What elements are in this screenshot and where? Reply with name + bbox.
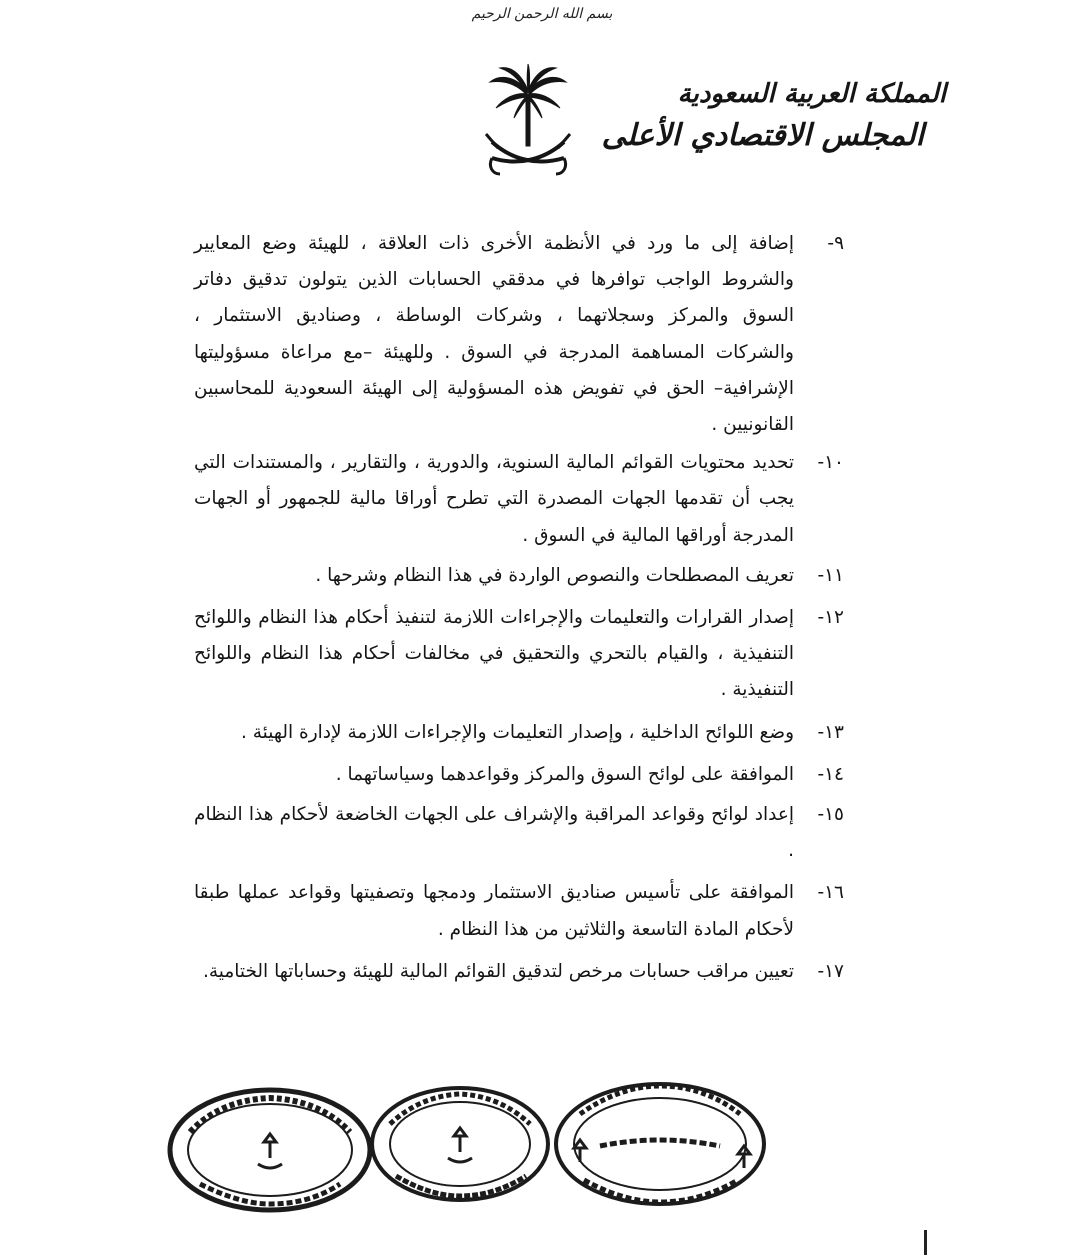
palm-swords-emblem-icon: [482, 62, 574, 180]
item-number: ١١-: [817, 564, 844, 586]
council-stamp-icon: [170, 1090, 370, 1210]
item-text: إصدار القرارات والتعليمات والإجراءات اللازمة لتنفيذ أحكام هذا النظام واللوائح التنفيذية ، والقيام بالتحري والتحقيق في مخالفات أحكام هذا النظام واللوائح التنفيذية .: [194, 607, 794, 701]
item-text: تعريف المصطلحات والنصوص الواردة في هذا النظام وشرحها .: [315, 564, 794, 586]
cabinet-secretariat-stamp-icon: [372, 1088, 548, 1200]
item-number: ١٦-: [817, 882, 844, 904]
item-text: إضافة إلى ما ورد في الأنظمة الأخرى ذات العلاقة ، للهيئة وضع المعايير والشروط الواجب توافرها في مدققي الحسابات الذين يتولون تدقيق دفاتر السوق والمركز وسجلاتهما ، وشركات الوساطة ، وصناديق الاستثمار ، والشركات المساهمة المدرجة في السوق . وللهيئة –مع مراعاة مسؤوليتها الإشرافية– الحق في تفويض هذه المسؤولية إلى الهيئة السعودية للمحاسبين القانونيين .: [194, 233, 794, 436]
item-text: تعيين مراقب حسابات مرخص لتدقيق القوائم المالية للهيئة وحساباتها الختامية.: [202, 960, 794, 982]
item-text: تحديد محتويات القوائم المالية السنوية، والدورية ، والتقارير ، والمستندات التي يجب أن تقدمها الجهات المصدرة التي تطرح أوراقا مالية للجمهور أو الجهات المدرجة أوراقها المالية في السوق .: [194, 452, 794, 546]
item-number: ٩-: [827, 233, 844, 254]
basmala: بسم الله الرحمن الرحيم: [471, 6, 613, 22]
list-item: [0, 558, 1084, 594]
item-number: ١٤-: [817, 763, 844, 785]
article-items-list: [0, 226, 1084, 990]
letterhead-council: المجلس الاقتصادي الأعلى: [601, 118, 924, 153]
list-item: [0, 757, 1084, 793]
item-number: ١٧-: [817, 960, 844, 982]
item-text: الموافقة على تأسيس صناديق الاستثمار ودمجها وتصفيتها وقواعد عملها طبقا لأحكام المادة التاسعة والثلاثين من هذا النظام .: [194, 882, 794, 940]
list-item: [0, 954, 1084, 990]
item-number: ١٢-: [817, 607, 844, 629]
letterhead: [602, 74, 946, 158]
item-text: إعداد لوائح وقواعد المراقبة والإشراف على الجهات الخاضعة لأحكام هذا النظام .: [194, 804, 794, 862]
list-item: [0, 600, 1084, 709]
page-edge-mark: [924, 1230, 928, 1255]
item-number: ١٠-: [817, 452, 844, 474]
list-item: [0, 445, 1084, 554]
official-stamps: [160, 1080, 780, 1230]
list-item: [0, 715, 1084, 751]
item-number: ١٣-: [817, 721, 844, 743]
letterhead-kingdom: المملكة العربية السعودية: [677, 79, 946, 109]
item-number: ١٥-: [817, 804, 844, 826]
list-item: [0, 226, 1084, 443]
royal-court-stamp-icon: [556, 1084, 764, 1204]
list-item: [0, 875, 1084, 947]
list-item: [0, 797, 1084, 869]
item-text: وضع اللوائح الداخلية ، وإصدار التعليمات والإجراءات اللازمة لإدارة الهيئة .: [240, 721, 794, 743]
item-text: الموافقة على لوائح السوق والمركز وقواعدهما وسياساتهما .: [335, 763, 794, 785]
